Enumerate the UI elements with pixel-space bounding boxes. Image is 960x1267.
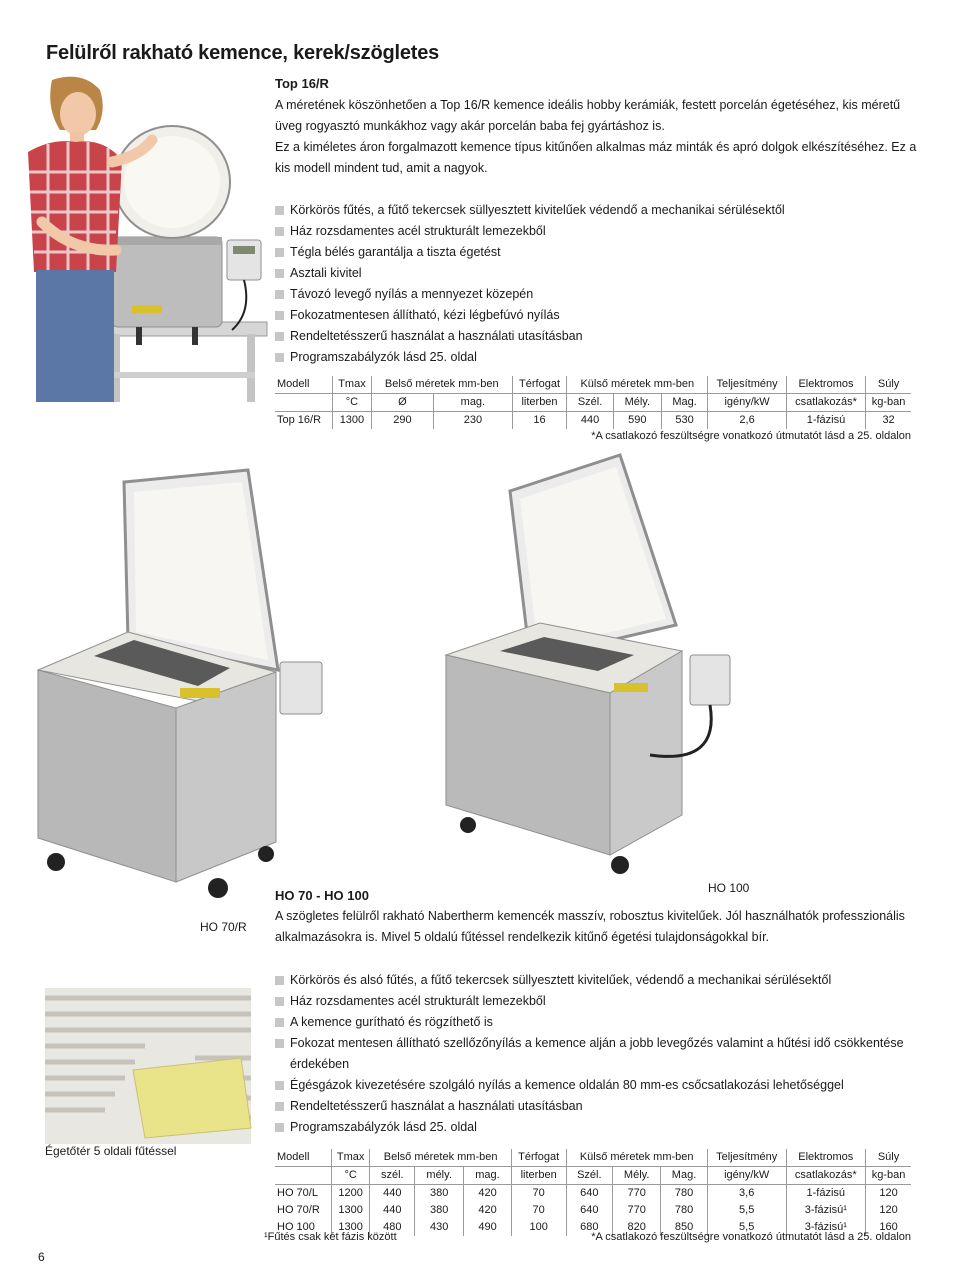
table-header: Modell (275, 1149, 331, 1167)
ho70-photo (30, 462, 290, 902)
wheel (258, 846, 274, 862)
wheel (47, 853, 65, 871)
text-line: üveg rogyasztó munkákhoz vagy akár porcelán baba fej gyártáshoz is. (275, 119, 665, 133)
table-cell: 770 (613, 1185, 661, 1203)
table-cell: 1200 (331, 1185, 370, 1203)
list-item: Körkörös fűtés, a fűtő tekercsek süllyesztett kivitelűek védendő a mechanikai sérülésektől (275, 200, 935, 221)
controller-display (233, 246, 255, 254)
kiln-logo (132, 305, 162, 313)
table-cell: 490 (464, 1219, 512, 1236)
ho100-photo (420, 455, 750, 875)
kiln-logo (180, 688, 220, 698)
table-header-row (275, 1149, 911, 1167)
table-cell: 32 (866, 412, 911, 430)
table-header: Belső méretek mm-ben (371, 376, 512, 394)
table-cell: 70 (511, 1202, 566, 1219)
table-row (275, 412, 911, 430)
table-cell: 420 (464, 1185, 512, 1203)
kiln-front (38, 670, 176, 882)
wheel (208, 878, 228, 898)
table-unit: kg-ban (866, 394, 911, 412)
woman-jeans (36, 270, 114, 402)
table-cell: 1300 (333, 412, 372, 430)
table-unit: igény/kW (708, 394, 787, 412)
table-unit: Mag. (661, 394, 707, 412)
table-cell: 380 (415, 1202, 464, 1219)
text-line: kis modell mindent tud, amit a nagyok. (275, 161, 488, 175)
table-cell: 420 (464, 1202, 512, 1219)
table-header: Tmax (333, 376, 372, 394)
table-header: Teljesítmény (708, 376, 787, 394)
list-item: Rendeltetésszerű használat a használati utasításban (275, 1096, 915, 1117)
top16-description (275, 95, 935, 179)
text-line: Ez a kiméletes áron forgalmazott kemence típus kitűnően alkalmas máz minták és apró dolgok elkészítéséhez. Ez a (275, 140, 917, 154)
table-header: Térfogat (512, 376, 567, 394)
table-unit: Ø (371, 394, 433, 412)
ho-spec-table (275, 1149, 911, 1236)
table-cell: HO 70/R (277, 1204, 320, 1216)
ho100-caption: HO 100 (708, 881, 750, 895)
table-header: Külső méretek mm-ben (567, 376, 708, 394)
table-row (275, 1185, 911, 1203)
list-item: Asztali kivitel (275, 263, 935, 284)
table-cell: 850 (661, 1219, 708, 1236)
kiln-lid-inner (520, 467, 666, 649)
list-item: Rendeltetésszerű használat a használati utasításban (275, 326, 935, 347)
table-unit: mag. (464, 1167, 512, 1185)
table-cell: 3-fázisú¹ (786, 1219, 865, 1236)
list-item: Távozó levegő nyílás a mennyezet közepén (275, 284, 935, 305)
table-unit: literben (511, 1167, 566, 1185)
table-unit-row (275, 394, 911, 412)
text-line: A méretének köszönhetően a Top 16/R kemence ideális hobby kerámiák, festett porcelán égetéséhez, kis méretű (275, 98, 901, 112)
ho70-caption: HO 70/R (200, 920, 247, 934)
table-header: Súly (866, 376, 911, 394)
table-cell: 1-fázisú (786, 1185, 865, 1203)
table-cell: 290 (371, 412, 433, 430)
table-cell: 430 (415, 1219, 464, 1236)
list-item: Programszabályzók lásd 25. oldal (275, 1117, 915, 1138)
table-cell: 160 (866, 1219, 911, 1236)
table-cell: 440 (370, 1202, 415, 1219)
table-cell: 770 (613, 1202, 661, 1219)
list-item: Ház rozsdamentes acél strukturált lemezekből (275, 221, 935, 242)
table-header: Teljesítmény (707, 1149, 786, 1167)
table-header: Modell (275, 376, 333, 394)
table-cell: 820 (613, 1219, 661, 1236)
table-cell: 70 (511, 1185, 566, 1203)
table-unit: Mély. (613, 1167, 661, 1185)
top16-title: Top 16/R (275, 76, 329, 91)
table-unit: kg-ban (866, 1167, 911, 1185)
woman-face (60, 92, 96, 136)
table-cell: 3-fázisú¹ (786, 1202, 865, 1219)
table-unit: Szél. (566, 1167, 613, 1185)
kiln-shelf (133, 1058, 251, 1138)
ho-footnote-left: ¹Fűtés csak két fázis között (264, 1231, 397, 1243)
table-header: Súly (866, 1149, 911, 1167)
table-cell: 780 (661, 1202, 708, 1219)
top16-footnote: *A csatlakozó feszültségre vonatkozó útmutatót lásd a 25. oldalon (591, 430, 911, 442)
table-cell: 1300 (331, 1202, 370, 1219)
list-item: Fokozat mentesen állítható szellőzőnyílás a kemence alján a jobb levegőzés valamint a hűtési idő csökkentése érdekében (275, 1033, 915, 1075)
page-number: 6 (38, 1250, 45, 1264)
list-item: Programszabályzók lásd 25. oldal (275, 347, 935, 368)
table-brace (112, 372, 255, 378)
top16-spec-table (275, 376, 911, 429)
table-unit: °C (333, 394, 372, 412)
table-cell: 16 (512, 412, 567, 430)
kiln-foot (136, 327, 142, 345)
table-cell: HO 100 (277, 1221, 315, 1233)
table-cell: 1300 (331, 1219, 370, 1236)
table-unit-row (275, 1167, 911, 1185)
kiln-logo (614, 683, 648, 692)
chamber-photo (45, 988, 251, 1144)
table-cell: 480 (370, 1219, 415, 1236)
table-cell: 2,6 (708, 412, 787, 430)
page-title: Felülről rakható kemence, kerek/szögletes (46, 42, 440, 64)
ho-description (275, 906, 935, 948)
list-item: A kemence gurítható és rögzíthető is (275, 1012, 915, 1033)
table-unit: csatlakozás* (786, 394, 865, 412)
table-cell: 590 (613, 412, 661, 430)
ho-title: HO 70 - HO 100 (275, 888, 369, 903)
table-unit: mély. (415, 1167, 464, 1185)
table-header: Tmax (331, 1149, 370, 1167)
table-cell: 680 (566, 1219, 613, 1236)
table-cell: 5,5 (707, 1219, 786, 1236)
table-header: Belső méretek mm-ben (370, 1149, 511, 1167)
chamber-caption: Égetőtér 5 oldali fűtéssel (45, 1144, 177, 1158)
table-unit: literben (512, 394, 567, 412)
top16-photo (12, 72, 272, 402)
table-cell: HO 70/L (277, 1187, 318, 1199)
table-header: Elektromos (786, 1149, 865, 1167)
kiln-body (112, 237, 222, 327)
table-header: Elektromos (786, 376, 865, 394)
table-unit: mag. (434, 394, 513, 412)
table-cell: 120 (866, 1202, 911, 1219)
table-cell: 640 (566, 1185, 613, 1203)
table-cell: 640 (566, 1202, 613, 1219)
table-unit: Szél. (567, 394, 613, 412)
ho-footnote-right: *A csatlakozó feszültségre vonatkozó útmutatót lásd a 25. oldalon (591, 1231, 911, 1243)
table-unit: igény/kW (707, 1167, 786, 1185)
kiln-foot (192, 327, 198, 345)
kiln-controller (690, 655, 730, 705)
table-unit: csatlakozás* (786, 1167, 865, 1185)
table-cell: 440 (370, 1185, 415, 1203)
list-item: Körkörös és alsó fűtés, a fűtő tekercsek süllyesztett kivitelűek, védendő a mechanikai sérülésektől (275, 970, 915, 991)
table-unit: °C (331, 1167, 370, 1185)
table-header: Térfogat (511, 1149, 566, 1167)
list-item: Ház rozsdamentes acél strukturált lemezekből (275, 991, 915, 1012)
table-cell: 1-fázisú (786, 412, 865, 430)
kiln-controller (280, 662, 322, 714)
text-line: A szögletes felülről rakható Nabertherm kemencék masszív, robosztus kivitelűek. Jól használhatók professzionális (275, 909, 905, 923)
wheel (611, 856, 629, 874)
ho-feature-list (275, 970, 915, 1138)
table-cell: 3,6 (707, 1185, 786, 1203)
table-unit: szél. (370, 1167, 415, 1185)
table-cell: 5,5 (707, 1202, 786, 1219)
list-item: Égésgázok kivezetésére szolgáló nyílás a kemence oldalán 80 mm-es csőcsatlakozási lehetőséggel (275, 1075, 915, 1096)
table-row (275, 1202, 911, 1219)
table-cell: 230 (434, 412, 513, 430)
table-leg (247, 334, 255, 402)
table-cell: 780 (661, 1185, 708, 1203)
table-cell: Top 16/R (277, 414, 322, 426)
table-cell: 100 (511, 1219, 566, 1236)
table-header-row (275, 376, 911, 394)
table-cell: 380 (415, 1185, 464, 1203)
table-unit: Mély. (613, 394, 661, 412)
text-line: alkalmazásokra is. Mivel 5 oldalú fűtéssel rendelkezik kitűnő égetési tulajdonságokkal bír. (275, 930, 770, 944)
top16-feature-list (275, 200, 935, 368)
wheel (460, 817, 476, 833)
list-item: Fokozatmentesen állítható, kézi légbefúvó nyílás (275, 305, 935, 326)
table-cell: 530 (661, 412, 707, 430)
table-cell: 120 (866, 1185, 911, 1203)
table-unit: Mag. (661, 1167, 708, 1185)
table-header: Külső méretek mm-ben (566, 1149, 707, 1167)
list-item: Tégla bélés garantálja a tiszta égetést (275, 242, 935, 263)
table-cell: 440 (567, 412, 613, 430)
